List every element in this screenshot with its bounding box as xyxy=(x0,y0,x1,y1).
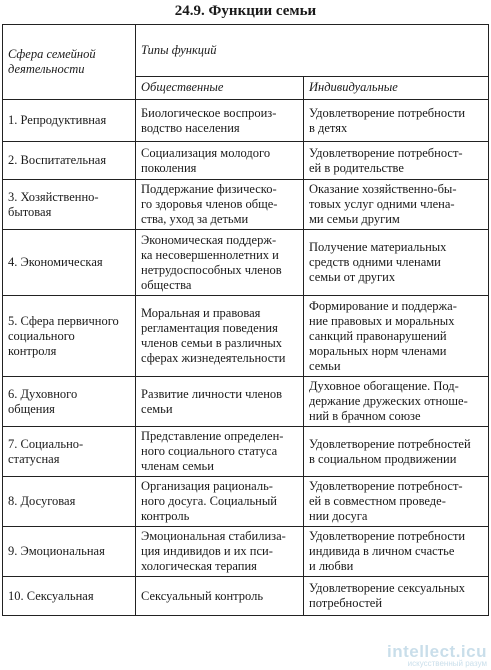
public-function-cell xyxy=(136,142,304,180)
cell-text-line: Получение материальных xyxy=(309,240,447,254)
cell-text-line: Удовлетворение сексуальных xyxy=(309,581,466,595)
public-function-cell xyxy=(136,477,304,527)
cell-text-line: 7. Социально- xyxy=(8,436,84,451)
cell-text-line: санкций правонарушений xyxy=(309,328,447,343)
table-row xyxy=(3,296,489,377)
cell-text-line: семьи xyxy=(309,358,341,373)
cell-text-line: 9. Эмоциональная xyxy=(8,544,105,558)
cell-text-line: Сексуальный контроль xyxy=(141,588,264,603)
sphere-cell xyxy=(3,296,136,377)
cell-text-line: товых услуг одними члена- xyxy=(309,197,455,211)
sphere-cell xyxy=(3,180,136,230)
cell-text-line: общения xyxy=(8,401,55,416)
individual-function-cell xyxy=(304,377,489,427)
cell-text-line: Удовлетворение потребност- xyxy=(309,479,463,493)
watermark-tagline: искусственный разум xyxy=(407,659,487,668)
individual-function-cell xyxy=(304,142,489,180)
individual-function-cell xyxy=(304,100,489,142)
cell-text-line: ми семьи другим xyxy=(309,212,400,226)
sphere-cell xyxy=(3,100,136,142)
sphere-cell xyxy=(3,230,136,296)
cell-text-line: семьи от других xyxy=(309,270,396,284)
cell-text-line: Представление определен- xyxy=(141,429,284,443)
cell-text-line: потребностей xyxy=(309,596,383,610)
sphere-cell xyxy=(3,577,136,616)
cell-text-line: общества xyxy=(141,277,192,292)
cell-text-line: контроль xyxy=(141,509,190,523)
cell-text-line: держание дружеских отноше- xyxy=(309,394,468,408)
sphere-cell xyxy=(3,377,136,427)
table-row xyxy=(3,577,489,616)
cell-text-line: моральных норм членами xyxy=(309,343,447,358)
cell-text-line: ного досуга. Социальный xyxy=(141,494,277,508)
cell-text-line: Организация рациональ- xyxy=(141,479,273,493)
header-individual: Индивидуальные xyxy=(304,76,489,99)
public-function-cell xyxy=(136,296,304,377)
individual-function-cell xyxy=(304,427,489,477)
cell-text-line: 5. Сфера первичного xyxy=(8,313,119,328)
cell-text-line: в детях xyxy=(309,120,348,135)
cell-text-line: Оказание хозяйственно-бы- xyxy=(309,182,457,196)
cell-text-line: бытовая xyxy=(8,204,52,219)
cell-text-line: контроля xyxy=(8,343,57,358)
cell-text-line: статусная xyxy=(8,451,60,466)
cell-text-line: Удовлетворение потребност- xyxy=(309,145,463,160)
public-function-cell xyxy=(136,577,304,616)
cell-text-line: Духовное обогащение. Под- xyxy=(309,379,459,393)
watermark xyxy=(387,643,487,668)
cell-text-line: регламентация поведения xyxy=(141,321,278,335)
cell-text-line: ние правовых и моральных xyxy=(309,313,455,328)
page-title: 24.9. Функции семьи xyxy=(174,3,317,19)
cell-text-line: 4. Экономическая xyxy=(8,255,103,269)
cell-text-line: Удовлетворение потребностей xyxy=(309,436,471,451)
public-function-cell xyxy=(136,100,304,142)
table-row xyxy=(3,230,489,296)
header-row-top xyxy=(3,25,489,77)
cell-text-line: ей в совместном проведе- xyxy=(309,494,446,508)
cell-text-line: членам семьи xyxy=(141,459,214,473)
cell-text-line: Удовлетворение потребности xyxy=(309,529,466,543)
cell-text-line: ция индивидов и их пси- xyxy=(141,544,273,558)
cell-text-line: 1. Репродуктивная xyxy=(8,113,107,127)
table-row xyxy=(3,377,489,427)
cell-text-line: Экономическая поддерж- xyxy=(141,232,277,247)
cell-text-line: водство населения xyxy=(141,120,240,135)
cell-text-line: ного социального статуса xyxy=(141,444,278,458)
table-row xyxy=(3,527,489,577)
sphere-cell xyxy=(3,427,136,477)
cell-text-line: ка несовершеннолетних и xyxy=(141,247,279,262)
cell-text-line: нии досуга xyxy=(309,509,368,523)
cell-text-line: 2. Воспитательная xyxy=(8,153,107,167)
public-function-cell xyxy=(136,377,304,427)
cell-text-line: индивида в личном счастье xyxy=(309,544,455,558)
cell-text-line: социального xyxy=(8,328,75,343)
individual-function-cell xyxy=(304,230,489,296)
cell-text-line: Моральная и правовая xyxy=(141,306,261,320)
cell-text-line: семьи xyxy=(141,401,173,416)
watermark-logo-text: intellect.icu xyxy=(386,642,487,661)
cell-text-line: членов семьи в различных xyxy=(141,336,283,350)
table-row xyxy=(3,142,489,180)
individual-function-cell xyxy=(304,577,489,616)
cell-text-line: Поддержание физическо- xyxy=(141,182,277,196)
cell-text-line: и любви xyxy=(309,559,354,573)
table-row xyxy=(3,427,489,477)
header-public: Общественные xyxy=(136,76,304,99)
cell-text-line: 6. Духовного xyxy=(8,386,78,401)
public-function-cell xyxy=(136,180,304,230)
cell-text-line: ний в брачном союзе xyxy=(309,409,421,423)
cell-text-line: 10. Сексуальная xyxy=(8,588,94,603)
sphere-cell xyxy=(3,142,136,180)
cell-text-line: ей в родительстве xyxy=(309,160,404,175)
cell-text-line: 3. Хозяйственно- xyxy=(8,189,99,204)
cell-text-line: Формирование и поддержа- xyxy=(309,298,457,313)
family-functions-table xyxy=(2,24,489,616)
individual-function-cell xyxy=(304,296,489,377)
table-body xyxy=(3,100,489,616)
cell-text-line: сферах жизнедеятельности xyxy=(141,351,286,365)
cell-text-line: Развитие личности членов xyxy=(141,386,283,401)
individual-function-cell xyxy=(304,180,489,230)
header-sphere xyxy=(3,25,136,100)
cell-text-line: в социальном продвижении xyxy=(309,451,457,466)
table-row xyxy=(3,100,489,142)
individual-function-cell xyxy=(304,477,489,527)
cell-text-line: Социализация молодого xyxy=(141,145,271,160)
table-row xyxy=(3,477,489,527)
table-row xyxy=(3,180,489,230)
public-function-cell xyxy=(136,230,304,296)
cell-text-line: Биологическое воспроиз- xyxy=(141,105,277,120)
cell-text-line: хологическая терапия xyxy=(141,559,257,573)
cell-text-line: нетрудоспособных членов xyxy=(141,262,282,277)
cell-text-line: ства, уход за детьми xyxy=(141,212,249,226)
public-function-cell xyxy=(136,527,304,577)
cell-text-line: Эмоциональная стабилиза- xyxy=(141,529,286,543)
cell-text-line: поколения xyxy=(141,160,197,175)
sphere-cell xyxy=(3,527,136,577)
cell-text-line: го здоровья членов обще- xyxy=(141,197,278,211)
header-function-types: Типы функций xyxy=(136,25,489,77)
cell-text-line: средств одними членами xyxy=(309,255,441,269)
public-function-cell xyxy=(136,427,304,477)
individual-function-cell xyxy=(304,527,489,577)
header-sphere-line: деятельности xyxy=(8,62,85,76)
sphere-cell xyxy=(3,477,136,527)
table-header xyxy=(3,25,489,100)
cell-text-line: Удовлетворение потребности xyxy=(309,105,466,120)
cell-text-line: 8. Досуговая xyxy=(8,494,76,508)
header-sphere-line: Сфера семейной xyxy=(8,47,96,61)
